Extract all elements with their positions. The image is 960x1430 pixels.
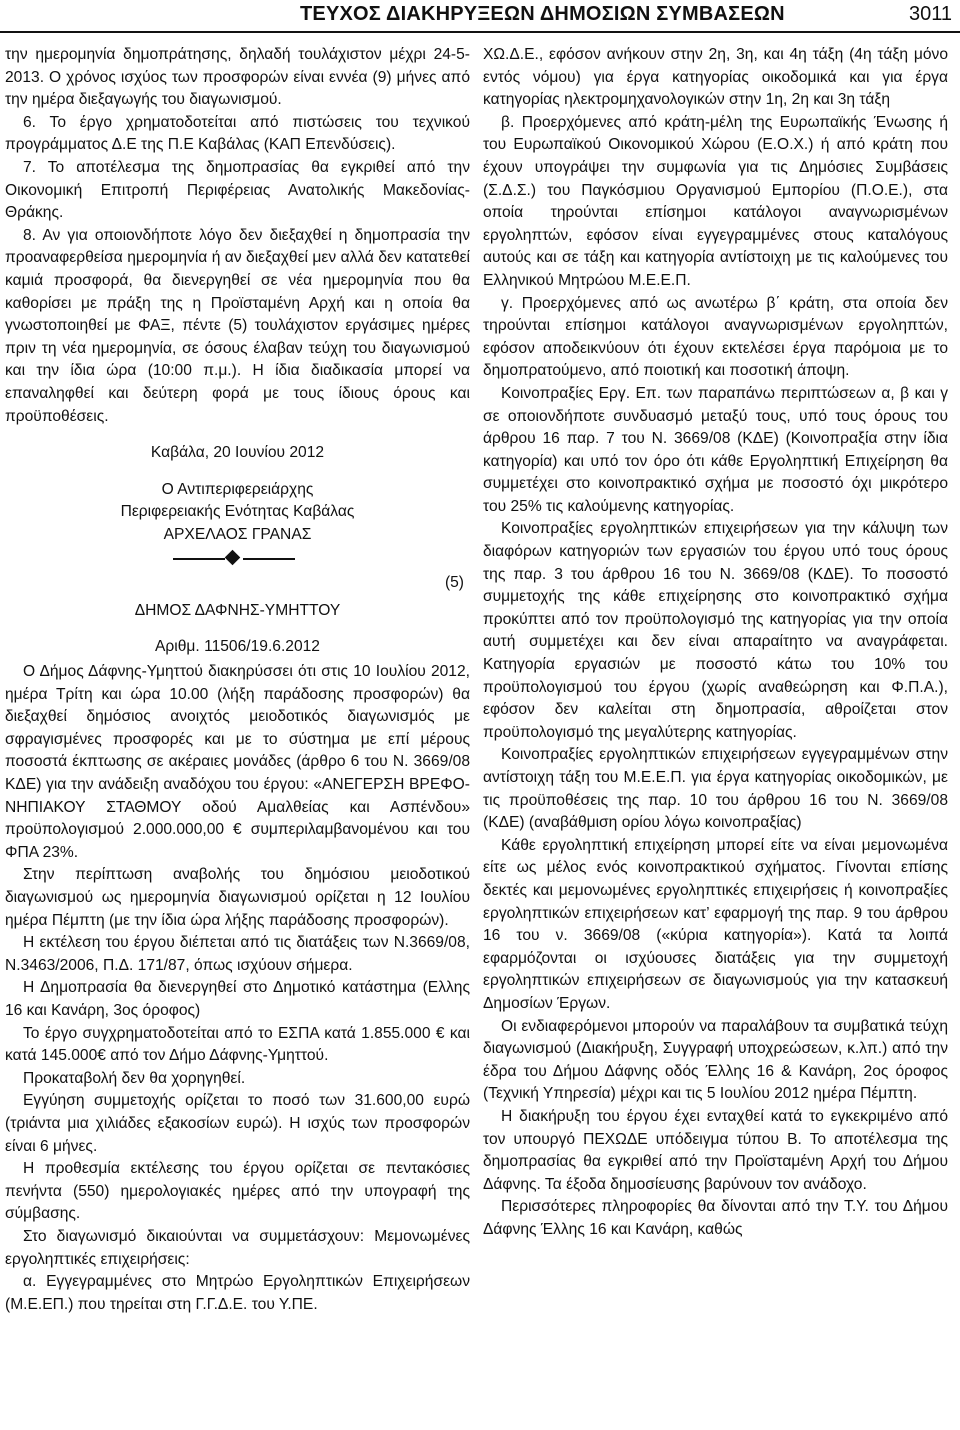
paragraph: Η Δημοπρασία θα διενεργηθεί στο Δημοτικό κατάστημα (Ελλης 16 και Κανάρη, 3ος όροφος): [5, 979, 470, 1019]
paragraph: Η διακήρυξη του έργου έχει ενταχθεί κατά το εγκεκριμένο από τον υπουργό ΠΕΧΩΔΕ υπόδειγμα τύπου Β. Το αποτέλεσμα της δημοπρασίας θα εγκριθεί από την Προϊσταμένη Αρχή του Δήμου Δάφνης. Τα έξοδα δημοσίευσης βαρύνουν τον ανάδοχο.: [483, 1107, 948, 1193]
paragraph: Κοινοπραξίες εργοληπτικών επιχειρήσεων εγγεγραμμένων στην αντίστοιχη τάξη του Μ.Ε.Ε.Π. για έργα κατηγορίας οικοδομικών, με τις προϋποθέσεις της παρ. 10 του άρθρου 16 του Ν. 3669/08 (ΚΔΕ) (αναβάθμιση ορίου λόγω κοινοπραξίας): [483, 746, 948, 832]
paragraph: Η εκτέλεση του έργου διέπεται από τις διατάξεις των Ν.3669/08, Ν.3463/2006, Π.Δ. 171/87, όπως ισχύουν σήμερα.: [5, 934, 470, 974]
paragraph: Ο Δήμος Δάφνης-Υμηττού διακηρύσσει ότι στις 10 Ιουλίου 2012, ημέρα Τρίτη και ώρα 10.00 (λήξη παράδοσης προσφορών) θα διεξαχθεί δημόσιος ανοιχτός μειοδοτικός διαγωνισμός με σφραγισμένες προσφορές και με το σύστημα με επί μέρους ποσοστά έκπτωσης σε ακέραιες μονάδες (άρθρο 6 του Ν. 3669/08 ΚΔΕ) για την ανάδειξη αναδόχου του έργου: «ΑΝΕΓΕΡΣΗ ΒΡΕΦΟΝΗΠΙΑΚΟΥ ΣΤΑΘΜΟΥ οδού Αμαλθείας και Ασπένδου» προϋπολογισμού 2.000.000,00 € συμπεριλαμβανομένου και του ΦΠΑ 23%.: [5, 663, 470, 861]
paragraph: α. Εγγεγραμμένες στο Μητρώο Εργοληπτικών Επιχειρήσεων (Μ.Ε.ΕΠ.) που τηρείται στη Γ.Γ.Δ.Ε. του Υ.ΠΕ.: [5, 1273, 470, 1313]
page-number: 3011: [908, 3, 952, 25]
paragraph: ΧΩ.Δ.Ε., εφόσον ανήκουν στην 2η, 3η, και 4η τάξη (4η τάξη μόνο εντός νόμου) για έργα κατηγορίας οικοδομικά και για έργα κατηγορίας ηλεκτρομηχανολογικών στην 1η, 2η και 3η τάξη: [483, 46, 948, 109]
paragraph: 8. Αν για οποιονδήποτε λόγο δεν διεξαχθεί η δημοπρασία την προαναφερθείσα ημερομηνία ή αν διεξαχθεί μεν αλλά δεν κατατεθεί καμιά προσφορά, θα διενεργηθεί σε νέα ημερομηνία που θα καθορίσει με πράξη της η Προϊσταμένη Αρχή και η οποία θα γνωστοποιηθεί με ΦΑΞ, πέντε (5) τουλάχιστον εργάσιμες ημέρες πριν τη νέα ημερομηνία, σε όσους έλαβαν τεύχη του διαγωνισμού και την ίδια ώρα (10:00 π.μ.). Η ίδια διαδικασία μπορεί να επαναληφθεί και δεύτερη φορά με τους ίδιους όρους και προϋποθέσεις.: [5, 226, 470, 425]
paragraph: Στο διαγωνισμό δικαιούνται να συμμετάσχουν: Μεμονωμένες εργοληπτικές επιχειρήσεις:: [5, 1227, 470, 1268]
paragraph: Περισσότερες πληροφορίες θα δίνονται από την Τ.Υ. του Δήμου Δάφνης Έλλης 16 και Κανάρη, καθώς: [483, 1198, 948, 1238]
paragraph: Στην περίπτωση αναβολής του δημόσιου μειοδοτικού διαγωνισμού ως ημερομηνία διαγωνισμού ορίζεται η 12 Ιουλίου ημέρα Πέμπτη (με την ίδια ώρα λήξης παράδοσης προσφορών).: [5, 866, 470, 929]
left-column: [5, 44, 470, 1316]
paragraph: Κοινοπραξίες Εργ. Επ. των παραπάνω περιπτώσεων α, β και γ σε οποιονδήποτε συνδυασμό μεταξύ τους, υπό τους όρους του άρθρου 16 παρ. 7 του Ν. 3669/08 (ΚΔΕ) (Κοινοπραξία στην ίδια κατηγορία) και υπό τον όρο ότι κάθε Εργοληπτική Επιχείρηση θα συμμετέχει στο κοινοπρακτικό σχήμα με ποσοστό όχι μικρότερο του 25% τις καλούμενης κατηγορίας.: [483, 384, 948, 515]
diamond-icon: [225, 550, 241, 566]
paragraph: β. Προερχόμενες από κράτη-μέλη της Ευρωπαϊκής Ένωσης ή του Ευρωπαϊκού Οικονομικού Χώρου (Ε.Ο.Χ.) ή από κράτη που έχουν υπογράψει την συμφωνία για τις Δημόσιες Συμβάσεις (Σ.Δ.Σ.) του Παγκόσμιου Οργανισμού Εμπορίου (Π.Ο.Ε.), στα οποία τηρούνται επίσημοι κατάλογοι αναγνωρισμένων εργοληπτών, εφόσον είναι εγγεγραμμένες στους καταλόγους αυτούς και σε τάξη και κατηγορία αντίστοιχη με τις καλούμενες του Ελληνικού Μητρώου Μ.Ε.Ε.Π.: [483, 113, 948, 289]
paragraph: Η προθεσμία εκτέλεσης του έργου ορίζεται σε πεντακόσιες πενήντα (550) ημερολογιακές ημέρες από την υπογραφή της σύμβασης.: [5, 1160, 470, 1223]
signature-role: Ο Αντιπεριφερειάρχης: [161, 480, 314, 498]
paragraph: Το έργο συγχρηματοδοτείται από το ΕΣΠΑ κατά 1.855.000 € και κατά 145.000€ από τον Δήμο Δάφνης-Υμηττού.: [5, 1024, 470, 1065]
paragraph: Κάθε εργοληπτική επιχείρηση μπορεί είτε να είναι μεμονωμένα είτε ως μέλος ενός κοινοπρακτικού σχήματος. Γίνονται επίσης δεκτές και μεμονωμένες εργοληπτικές επιχειρήσεις ή κοινοπραξίες εργοληπτικών επιχειρήσεων κατ’ εφαρμογή της παρ. 9 του άρθρου 16 του ν. 3669/08 («κύρια κατηγορία»). Κατά τα λοιπά εφαρμόζονται οι ισχύουσες διατάξεις για την συμμετοχή εργοληπτικών επιχειρήσεων σε διαγωνισμούς για την κατασκευή Δημοσίων Έργων.: [483, 836, 948, 1012]
journal-title: ΤΕΥΧΟΣ ΔΙΑΚΗΡΥΞΕΩΝ ΔΗΜΟΣΙΩΝ ΣΥΜΒΑΣΕΩΝ: [300, 3, 785, 25]
page-header: [0, 0, 960, 30]
paragraph: Εγγύηση συμμετοχής ορίζεται το ποσό των 31.600,00 ευρώ (τριάντα μια χιλιάδες εξακοσίων ευρώ). Η ισχύς των προσφορών είναι 6 μήνες.: [5, 1092, 470, 1155]
paragraph: γ. Προερχόμενες από ως ανωτέρω β΄ κράτη, στα οποία δεν τηρούνται επίσημοι κατάλογοι αναγνωρισμένων εργοληπτών, εφόσον αποδεικνύουν ότι έχουν εκτελέσει έργα παρόμοια με το δημοπρατούμενο, από ποιοτική και ποσοτική άποψη.: [483, 294, 948, 380]
right-column: [483, 44, 948, 1241]
paragraph: 7. Το αποτέλεσμα της δημοπρασίας θα εγκριθεί από την Οικονομική Επιτροπή Περιφέρειας Ανατολικής Μακεδονίας-Θράκης.: [5, 158, 470, 222]
signature-unit: Περιφερειακής Ενότητας Καβάλας: [120, 503, 355, 521]
paragraph: Κοινοπραξίες εργοληπτικών επιχειρήσεων για την κάλυψη των διαφόρων κατηγοριών των εργασιών του έργου υπό τους όρους της παρ. 3 του άρθρου 16 του Ν. 3669/08 (ΚΔΕ). Το ποσοστό συμμετοχής της κάθε επιχείρησης στο κοινοπρακτικό σχήμα προκύπτει από τον προϋπολογισμό της κατηγορίας για την οποία αυτή συμμετέχει και δεν είναι απαραίτητο να αναγράφεται. Κατηγορία εργασιών με ποσοστό κάτω του 10% του προϋπολογισμού του έργου (χωρίς αναθεώρηση και Φ.Π.Α.), εφόσον δεν καλείται στη δημοπρασία, αθροίζεται στον προϋπολογισμό της μεγαλύτερης κατηγορίας.: [483, 520, 948, 741]
section-title: ΔΗΜΟΣ ΔΑΦΝΗΣ-ΥΜΗΤΤΟΥ: [134, 602, 341, 620]
paragraph: την ημερομηνία δημοπράτησης, δηλαδή τουλάχιστον μέχρι 24-5-2013. Ο χρόνος ισχύος των προσφορών είναι εννέα (9) μήνες από την ημέρα διεξαγωγής του διαγωνισμού.: [5, 46, 470, 109]
section-divider-ornament: [5, 548, 470, 570]
section-heading: [5, 574, 470, 628]
paragraph: Προκαταβολή δεν θα χορηγηθεί.: [23, 1069, 246, 1087]
paragraph: Οι ενδιαφερόμενοι μπορούν να παραλάβουν τα συμβατικά τεύχη διαγωνισμού (Διακήρυξη, Συγγραφή υποχρεώσεων, κ.λπ.) από την έδρα του Δήμου Δάφνης οδός Έλλης 16 & Κανάρη, 2ος όροφος (Τεχνική Υπηρεσία) μέχρι και τις 5 Ιουλίου 2012 ημέρα Πέμπτη.: [483, 1017, 948, 1103]
reference-number: Αριθμ. 11506/19.6.2012: [155, 638, 320, 656]
header-divider: [0, 31, 960, 33]
signature-name: ΑΡΧΕΛΑΟΣ ΓΡΑΝΑΣ: [163, 525, 312, 543]
paragraph: 6. Το έργο χρηματοδοτείται από πιστώσεις του τεχνικού προγράμματος Δ.Ε της Π.Ε Καβάλας (ΚΑΠ Επενδύσεις).: [5, 113, 470, 154]
signature-date: Καβάλα, 20 Ιουνίου 2012: [150, 444, 325, 462]
section-number: (5): [444, 574, 464, 592]
